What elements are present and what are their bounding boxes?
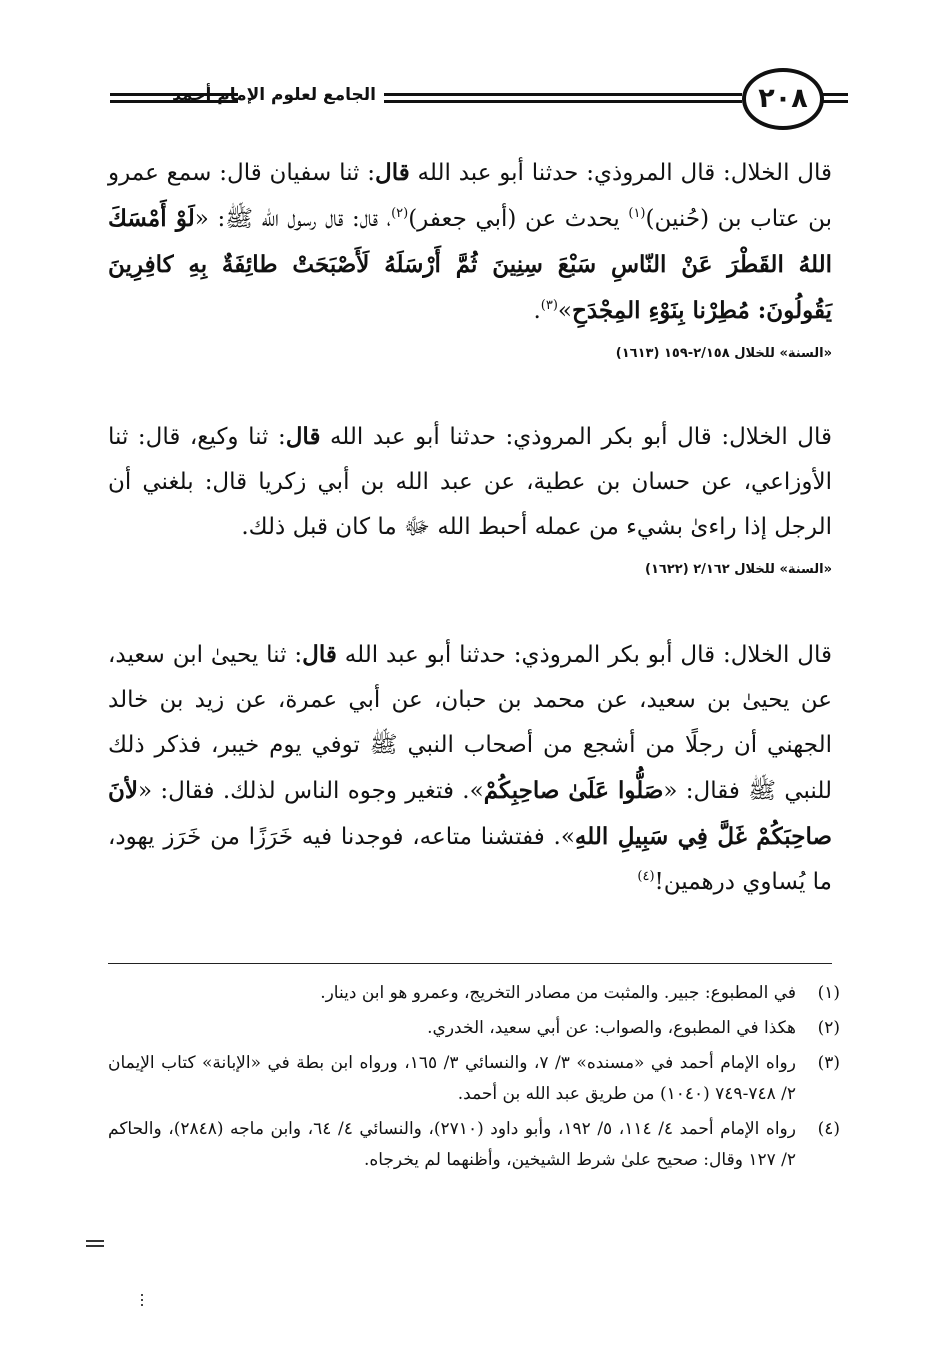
footnote-text: رواه الإمام أحمد ٤/ ١١٤، ٥/ ١٩٢، وأبو داود (٢٧١٠)، والنسائي ٤/ ٦٤، وابن ماجه (٢٨٤٨)، والحاكم ٢/ ١٢٧ وقال: صحيح علىٰ شرط الشيخين، وأظنهما لم يخرجاه. — [108, 1119, 796, 1170]
header-rule — [822, 100, 848, 103]
footnote-number: (١) — [817, 983, 840, 1003]
running-title: الجامع لعلوم الإمام أحمد — [172, 85, 376, 105]
footnote-text: رواه الإمام أحمد في «مسنده» ٣/ ٧، والنسائي ٣/ ١٦٥، ورواه ابن بطة في «الإبانة» كتاب الإيمان ٢/ ٧٤٨-٧٤٩ (١٠٤٠) من طريق عبد الله بن أحمد. — [108, 1053, 796, 1104]
footnote-number: (٣) — [817, 1053, 840, 1073]
footnote-number: (٤) — [817, 1119, 840, 1139]
footnote-item — [108, 1013, 840, 1044]
footnote-item — [108, 978, 840, 1009]
narration-entry-1 — [108, 150, 832, 364]
page-number-badge: ٢٠٨ — [742, 68, 824, 130]
narration-text: قال الخلال: قال المروذي: حدثنا أبو عبد الله قال: ثنا سفيان قال: سمع عمرو بن عتاب بن (حُنين)$^{(١)}$ يحدث عن (أبي جعفر)$^{(٢)}$، قال: قال رسول الله ﷺ: «لَوْ أَمْسَكَ اللهُ القَطْرَ عَنْ النّاسِ سَبْعَ سِنِينَ ثُمَّ أَرْسَلَهُ لَأَصْبَحَتْ طائِفَةٌ بِهِ كافِرِينَ يَقُولُونَ: مُطِرْنا بِنَوْءِ المِجْدَحِ»$^{(٣)}$. — [108, 159, 832, 324]
header-rule — [822, 93, 848, 96]
footnote-item — [108, 1048, 840, 1110]
source-citation: «السنة» للخلال ٢/١٥٨-١٥٩ (١٦١٣) — [615, 346, 832, 361]
header-rule — [384, 100, 742, 103]
footnote-separator — [108, 963, 832, 964]
narration-entry-3 — [108, 632, 832, 905]
footnote-item — [108, 1114, 840, 1176]
margin-mark — [86, 1240, 104, 1248]
header-rule — [384, 93, 742, 96]
footnote-text: هكذا في المطبوع، والصواب: عن أبي سعيد، الخدري. — [427, 1018, 796, 1038]
scan-speck — [141, 1294, 144, 1310]
source-citation: «السنة» للخلال ٢/١٦٢ (١٦٢٢) — [645, 562, 832, 577]
narration-entry-2 — [108, 414, 832, 580]
footnote-text: في المطبوع: جبير. والمثبت من مصادر التخريج، وعمرو هو ابن دينار. — [320, 983, 796, 1003]
footnote-number: (٢) — [817, 1018, 840, 1038]
narration-text: قال الخلال: قال أبو بكر المروذي: حدثنا أبو عبد الله قال: ثنا يحيىٰ ابن سعيد، عن يحيىٰ بن سعيد، عن محمد بن حبان، عن أبي عمرة، عن زيد بن خالد الجهني أن رجلًا من أشجع من أصحاب النبي ﷺ توفي يوم خيبر، فذكر ذلك للنبي ﷺ فقال: «صَلُّوا عَلَىٰ صاحِبِكُمْ». فتغير وجوه الناس لذلك. فقال: «لأنَ صاحِبَكُمْ غَلَّ فِي سَبِيلِ اللهِ». ففتشنا متاعه، فوجدنا فيه خَرَزًا من خَرَز يهود، ما يُساوي درهمين!$^{(٤)}$ — [108, 641, 832, 895]
narration-text: قال الخلال: قال أبو بكر المروذي: حدثنا أبو عبد الله قال: ثنا وكيع، قال: ثنا الأوزاعي، عن حسان بن عطية، عن عبد الله بن أبي زكريا قال: بلغني أن الرجل إذا راءىٰ بشيء من عمله أحبط الله ﷻ ما كان قبل ذلك. — [108, 423, 832, 540]
footnotes — [108, 978, 840, 1180]
page-header — [96, 66, 856, 138]
